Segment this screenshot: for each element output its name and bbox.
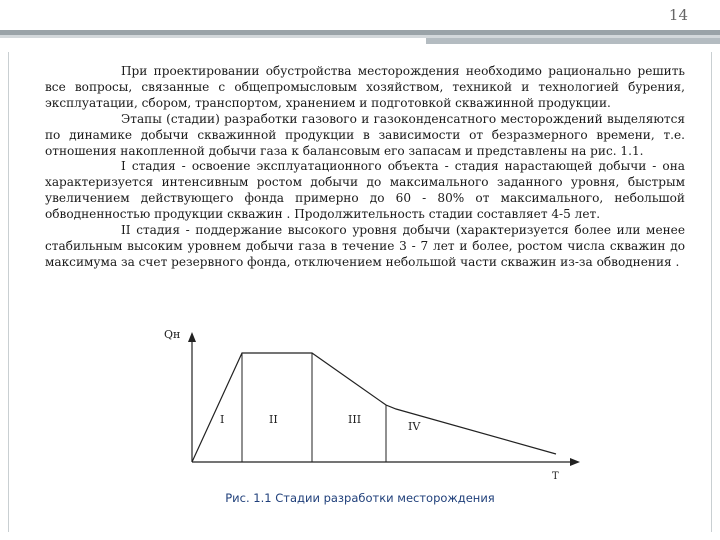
- paragraph-1: При проектировании обустройства месторождения необходимо рационально решить все вопросы, связанные с общепромысловым хозяйством, техникой и технологией бурения, эксплуатации, сбором, транспортом, хранением и подготовкой скважинной продукции.: [45, 64, 685, 110]
- stage-diagram: [150, 326, 600, 496]
- y-axis-label: Qн: [164, 328, 181, 341]
- production-curve: [192, 353, 556, 462]
- body-text: [45, 64, 685, 271]
- stage-label-4: IV: [408, 420, 421, 433]
- y-axis-arrow: [188, 332, 196, 342]
- stage-label-2: II: [269, 413, 278, 426]
- paragraph-3: I стадия - освоение эксплуатационного объекта - стадия нарастающей добычи - она характеризуется интенсивным ростом добычи до максимального заданного уровня, быстрым увеличением действующего фонда примерно до 60 - 80% от максимального, небольшой обводненностью продукции скважин . Продолжительность стадии составляет 4-5 лет.: [45, 159, 685, 222]
- page-number: 14: [668, 6, 688, 24]
- paragraph-2: Этапы (стадии) разработки газового и газоконденсатного месторождений выделяются по динамике добычи скважинной продукции в зависимости от безразмерного времени, т.е. отношения накопленной добычи газа к балансовым его запасам и представлены на рис. 1.1.: [45, 111, 685, 158]
- header-accent-bar: [426, 38, 720, 44]
- slide-header: [0, 0, 720, 30]
- stage-label-1: I: [220, 413, 225, 426]
- x-axis-arrow: [570, 458, 580, 466]
- x-axis-label: T: [552, 471, 559, 482]
- figure-caption: Рис. 1.1 Стадии разработки месторождения: [225, 491, 495, 505]
- paragraph-4: II стадия - поддержание высокого уровня добычи (характеризуется более или менее стабильным высоким уровнем добычи газа в течение 3 - 7 лет и более, ростом числа скважин до максимума за счет резервного фонда, отключением небольшой части скважин из-за обводнения .: [45, 223, 685, 269]
- right-border-line: [711, 52, 712, 532]
- stage-label-3: III: [348, 413, 362, 426]
- left-border-line: [8, 52, 9, 532]
